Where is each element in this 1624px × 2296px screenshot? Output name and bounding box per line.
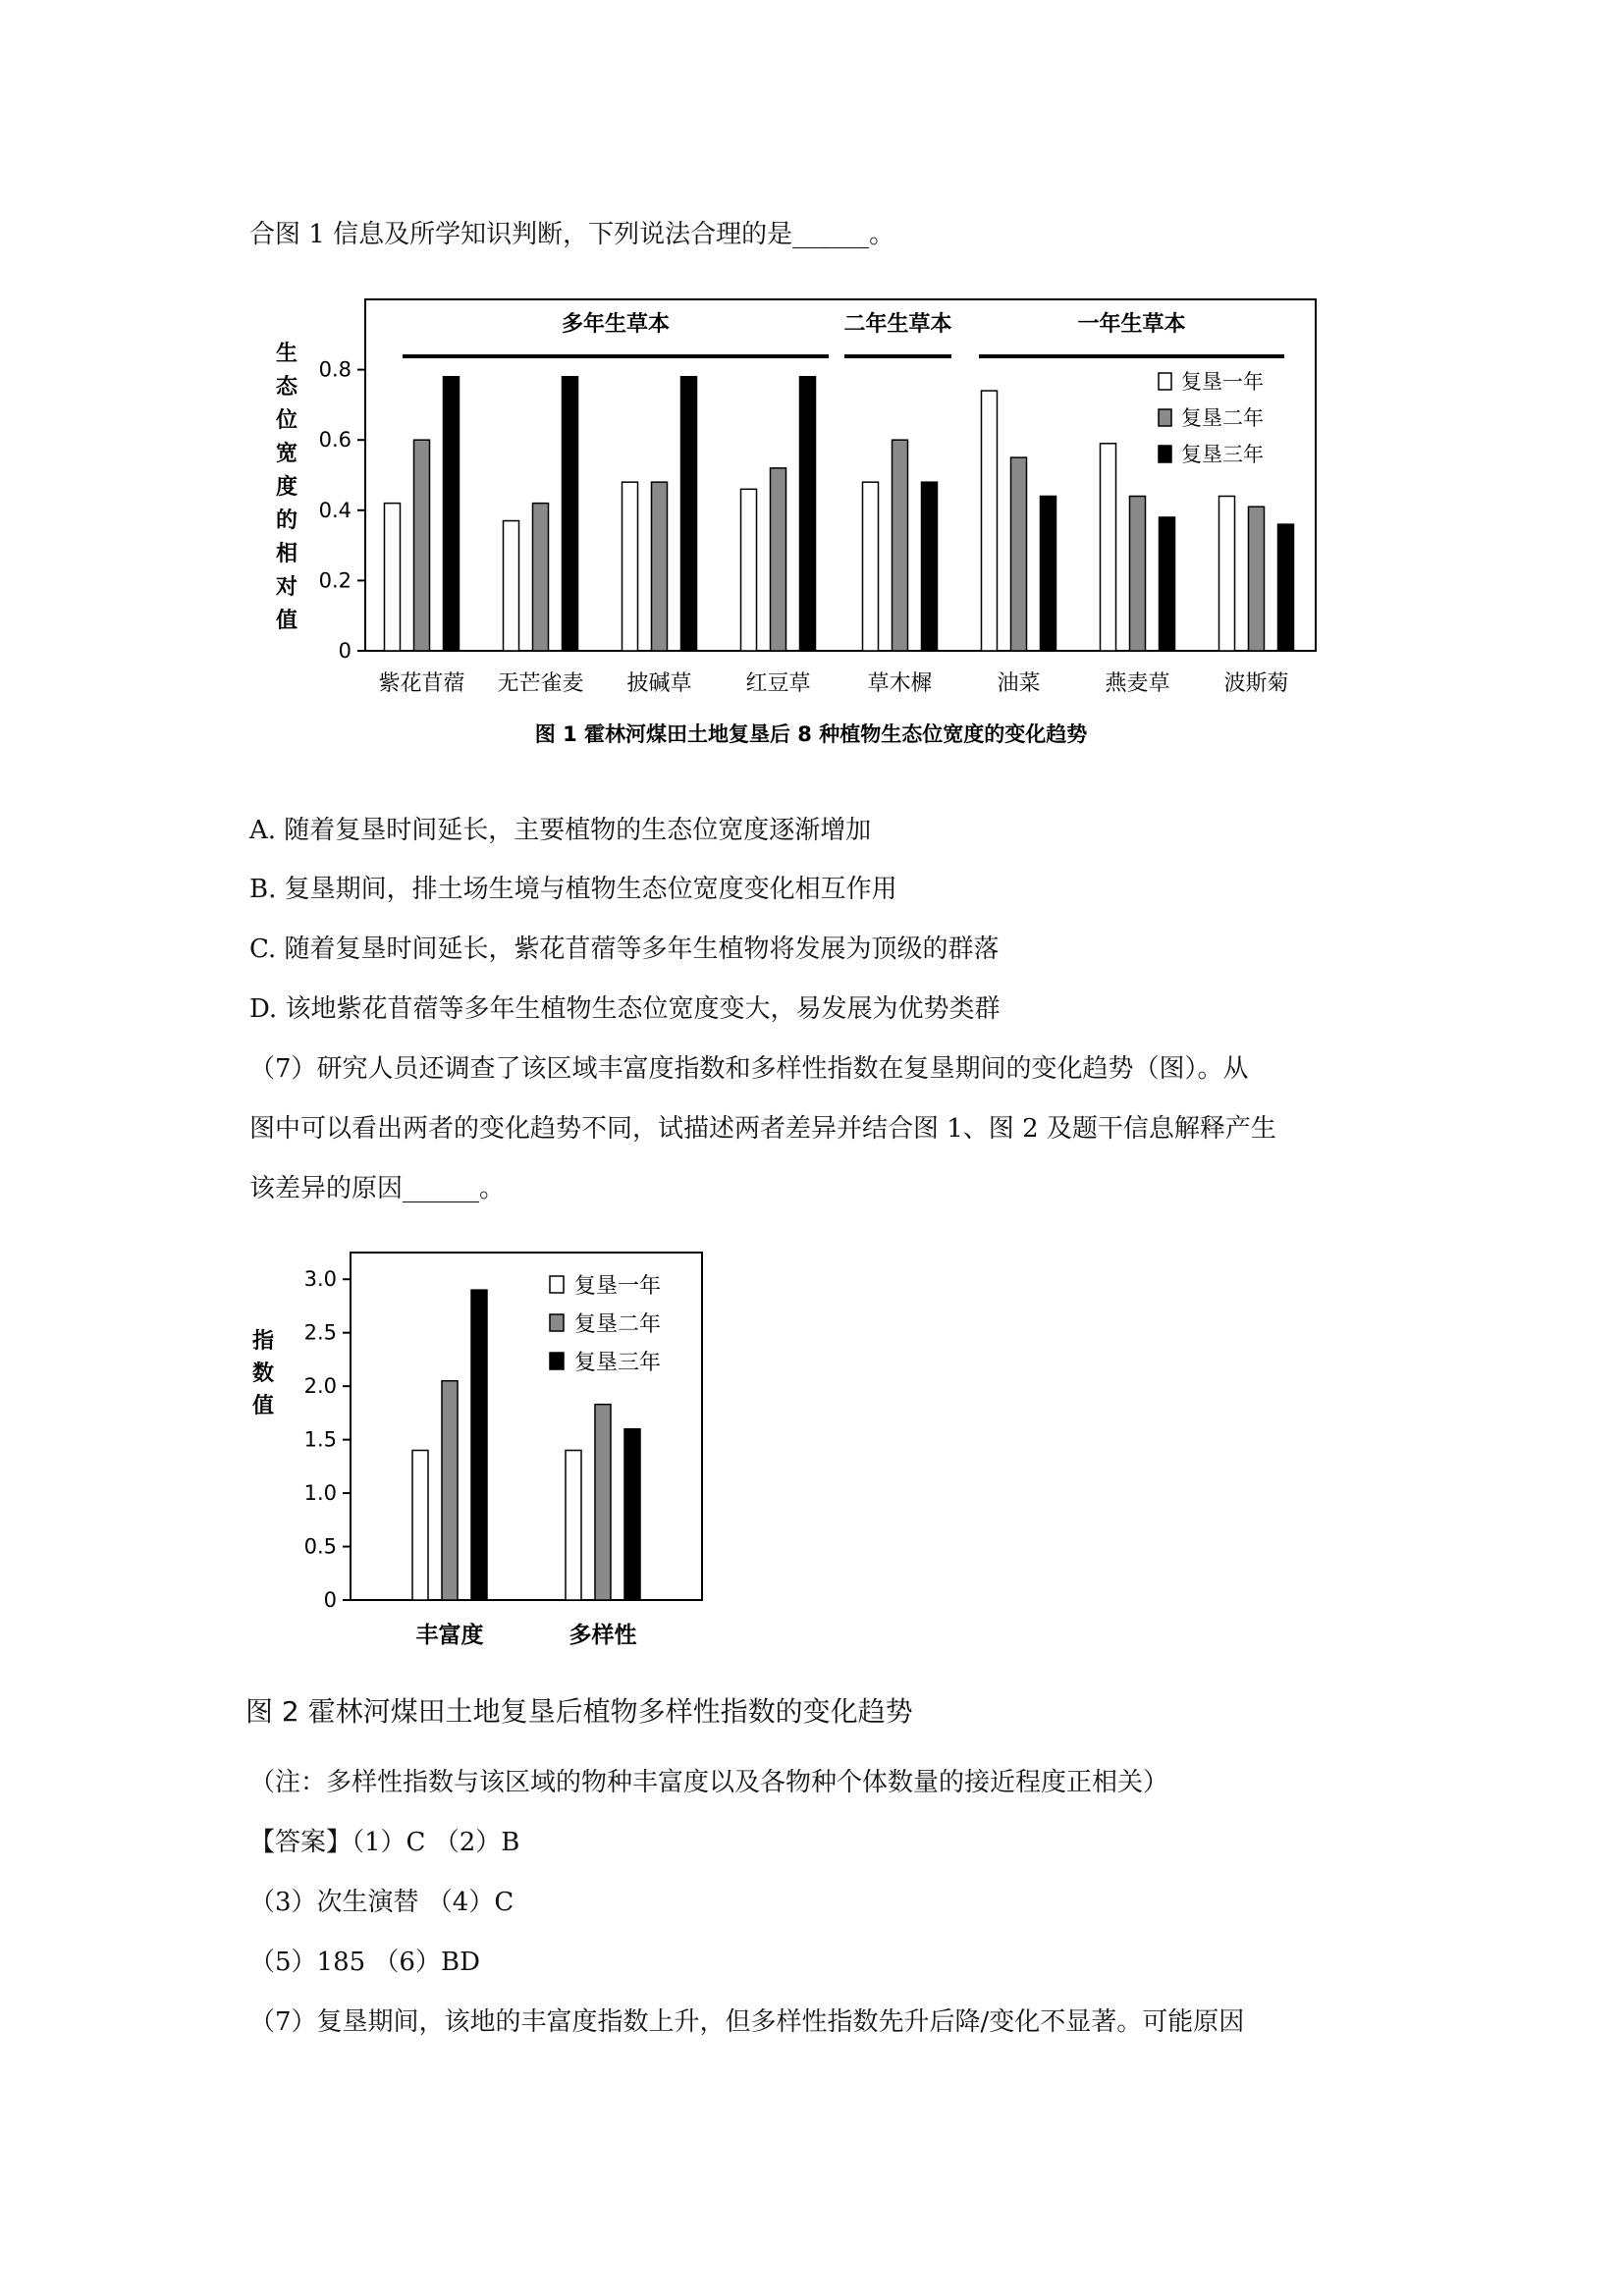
bar <box>1160 517 1175 651</box>
answer-line1: 【答案】（1）C （2）B <box>249 1828 520 1857</box>
bar <box>624 1429 640 1600</box>
legend-swatch <box>1159 446 1171 462</box>
y-tick-label: 0.5 <box>303 1534 337 1559</box>
bar <box>922 482 938 651</box>
option-d: D. 该地紫花苜蓿等多年生植物生态位宽度变大，易发展为优势类群 <box>249 994 1001 1024</box>
bar <box>444 377 460 651</box>
bar <box>595 1405 611 1600</box>
x-tick-label: 多样性 <box>568 1623 637 1648</box>
bar <box>1249 507 1265 651</box>
legend-swatch <box>1159 373 1171 390</box>
note: （注：多样性指数与该区域的物种丰富度以及各物种个体数量的接近程度正相关） <box>249 1768 1169 1797</box>
legend-label: 复垦三年 <box>1181 443 1264 466</box>
bar <box>1219 496 1235 651</box>
y-tick-label: 3.0 <box>303 1267 337 1292</box>
bar <box>533 504 549 651</box>
bar <box>623 482 638 651</box>
figure-2-caption: 图 2 霍林河煤田土地复垦后植物多样性指数的变化趋势 <box>245 1695 913 1728</box>
y-tick-label: 1.0 <box>303 1481 337 1506</box>
y-tick-label: 0.4 <box>318 498 352 522</box>
bar <box>1278 524 1294 651</box>
bar <box>1130 496 1146 651</box>
y-tick-label: 0 <box>323 1588 337 1612</box>
y-tick-label: 1.5 <box>303 1427 337 1452</box>
bar <box>471 1290 487 1600</box>
y-axis-label-char: 值 <box>275 609 298 633</box>
bar <box>414 440 430 651</box>
question7-line1: （7）研究人员还调查了该区域丰富度指数和多样性指数在复垦期间的变化趋势（图）。从 <box>249 1054 1249 1084</box>
y-axis-label-char: 数 <box>251 1362 275 1386</box>
figure-1-chart <box>250 290 1340 756</box>
bar <box>863 482 879 651</box>
y-tick-label: 0.6 <box>318 428 352 453</box>
figure-2-chart <box>245 1245 736 1662</box>
group-label: 二年生草本 <box>843 312 952 337</box>
legend-label: 复垦三年 <box>574 1351 662 1375</box>
legend-label: 复垦一年 <box>1181 370 1264 394</box>
x-tick-label: 红豆草 <box>745 671 811 696</box>
bar <box>681 377 697 651</box>
x-tick-label: 紫花苜蓿 <box>378 671 465 696</box>
x-tick-label: 油菜 <box>997 671 1041 696</box>
y-tick-label: 2.5 <box>303 1320 337 1345</box>
y-axis-label-char: 位 <box>275 408 298 433</box>
plot-frame <box>351 1253 702 1600</box>
bar <box>566 1451 581 1600</box>
y-tick-label: 0 <box>338 639 352 663</box>
answer-line4: （7）复垦期间，该地的丰富度指数上升，但多样性指数先升后降/变化不显著。可能原因 <box>249 2007 1245 2037</box>
bar <box>800 377 816 651</box>
y-axis-label-char: 宽 <box>275 442 298 466</box>
y-axis-label-char: 指 <box>251 1329 275 1354</box>
question7-line2: 图中可以看出两者的变化趋势不同，试描述两者差异并结合图 1、图 2 及题干信息解释产生 <box>249 1114 1276 1144</box>
x-tick-label: 披碱草 <box>626 671 692 696</box>
group-label: 多年生草本 <box>561 312 671 337</box>
legend-swatch <box>550 1353 564 1369</box>
y-tick-label: 2.0 <box>303 1374 337 1399</box>
bar <box>982 391 998 651</box>
legend-swatch <box>550 1276 564 1293</box>
x-tick-label: 波斯菊 <box>1223 671 1289 696</box>
x-tick-label: 丰富度 <box>415 1623 484 1648</box>
y-axis-label-char: 的 <box>275 508 298 533</box>
bar <box>563 377 578 651</box>
group-label: 一年生草本 <box>1077 312 1186 337</box>
bar <box>412 1451 428 1600</box>
bar <box>1011 457 1027 651</box>
question7-line3: 该差异的原因______。 <box>249 1174 506 1203</box>
bar <box>652 482 668 651</box>
x-tick-label: 燕麦草 <box>1105 671 1170 696</box>
legend-label: 复垦二年 <box>1181 406 1264 430</box>
y-tick-label: 0.2 <box>318 568 352 593</box>
bar <box>893 440 908 651</box>
answer-line3: （5）185 （6）BD <box>249 1948 480 1977</box>
legend-swatch <box>550 1314 564 1331</box>
bar <box>504 521 519 651</box>
bar <box>1101 444 1116 651</box>
bar <box>385 504 401 651</box>
y-axis-label-char: 生 <box>275 342 298 366</box>
intro-line: 合图 1 信息及所学知识判断，下列说法合理的是______。 <box>249 220 895 249</box>
y-axis-label-char: 对 <box>275 575 298 600</box>
y-axis-label-char: 值 <box>251 1394 275 1418</box>
y-axis-label-char: 相 <box>275 542 298 566</box>
option-b: B. 复垦期间，排土场生境与植物生态位宽度变化相互作用 <box>249 875 897 904</box>
bar <box>442 1381 458 1600</box>
bar <box>771 468 786 651</box>
figure-1-caption: 图 1 霍林河煤田土地复垦后 8 种植物生态位宽度的变化趋势 <box>534 722 1088 746</box>
x-tick-label: 草木樨 <box>867 671 933 696</box>
legend-label: 复垦二年 <box>574 1312 662 1337</box>
y-axis-label-char: 态 <box>275 375 298 400</box>
y-axis-label-char: 度 <box>275 475 298 500</box>
bar <box>1041 496 1056 651</box>
answer-line2: （3）次生演替 （4）C <box>249 1888 514 1917</box>
x-tick-label: 无芒雀麦 <box>497 671 584 696</box>
legend-swatch <box>1159 409 1171 426</box>
option-c: C. 随着复垦时间延长，紫花苜蓿等多年生植物将发展为顶级的群落 <box>249 934 1000 964</box>
y-tick-label: 0.8 <box>318 357 352 382</box>
bar <box>741 489 757 651</box>
legend-label: 复垦一年 <box>574 1274 662 1299</box>
option-a: A. 随着复垦时间延长，主要植物的生态位宽度逐渐增加 <box>249 816 872 845</box>
